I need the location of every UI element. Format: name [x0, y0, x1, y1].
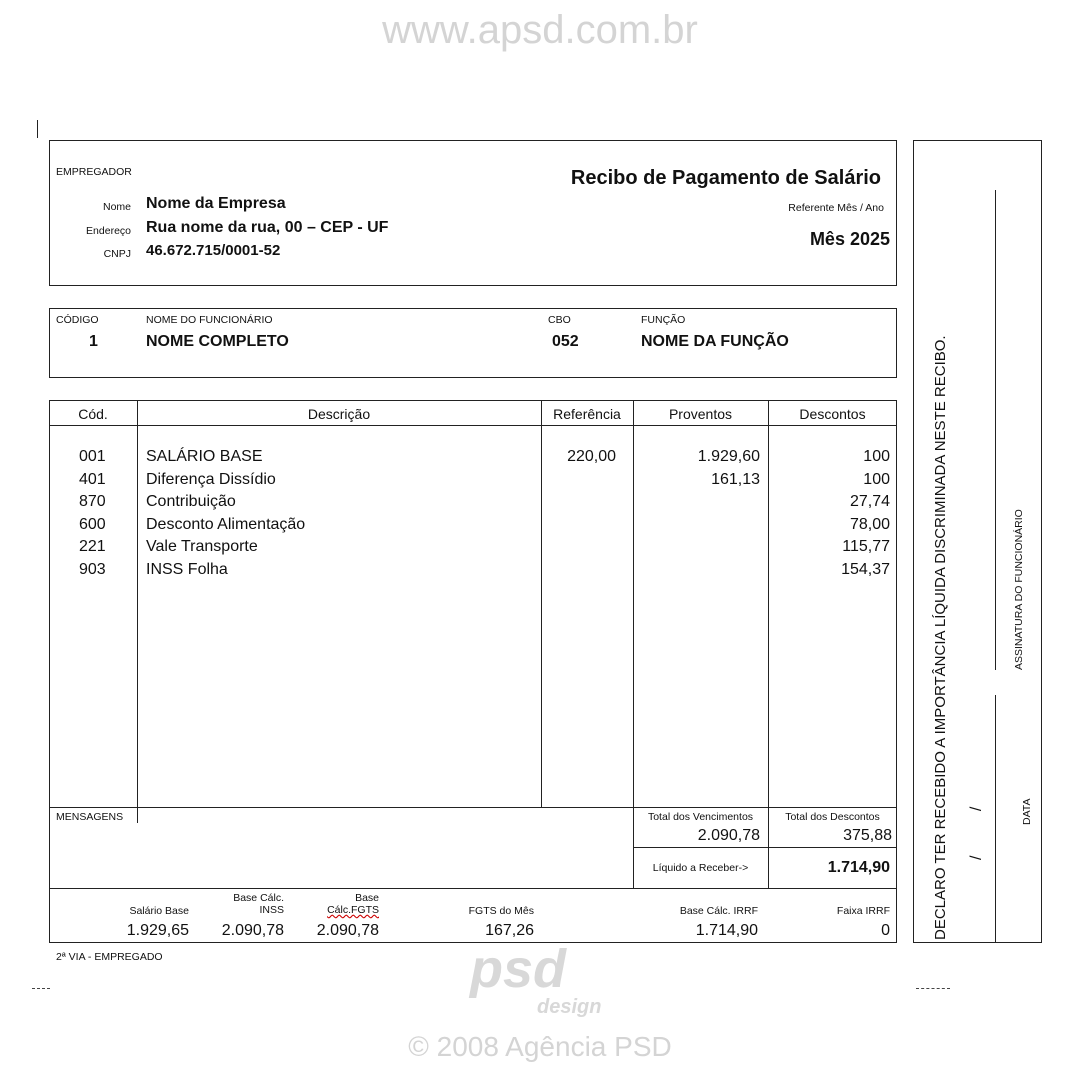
employer-label: EMPREGADOR [56, 166, 132, 178]
row-reference: 220,00 [567, 448, 616, 465]
declaration-text: DECLARO TER RECEBIDO A IMPORTÂNCIA LÍQUIDA DISCRIMINADA NESTE RECIBO. [932, 335, 949, 940]
date-line [995, 695, 996, 943]
address-label: Endereço [86, 225, 131, 237]
base-salary-value: 1.929,65 [126, 922, 189, 939]
reference-label: Referente Mês / Ano [788, 202, 884, 214]
reference-value: Mês 2025 [809, 229, 890, 249]
total-deductions-label: Total dos Descontos [785, 811, 880, 823]
row-deduction: 100 [863, 470, 890, 488]
col-header-earnings: Proventos [668, 406, 733, 422]
psd-logo-sub: design [537, 996, 602, 1018]
row-description: INSS Folha [146, 560, 228, 578]
total-deductions-value: 375,88 [843, 827, 892, 844]
code-label: CÓDIGO [56, 314, 99, 326]
total-earnings-value: 2.090,78 [697, 827, 760, 844]
row-code: 903 [79, 560, 106, 578]
row-deduction: 100 [863, 448, 890, 465]
company-name: Nome da Empresa [146, 195, 286, 212]
messages-label: MENSAGENS [56, 811, 124, 823]
row-description: Diferença Dissídio [146, 470, 276, 488]
row-code: 221 [79, 538, 106, 555]
col-header-reference: Referência [553, 406, 621, 422]
cbo-value: 052 [552, 333, 579, 350]
watermark-url: www.apsd.com.br [382, 8, 698, 52]
signature-label: ASSINATURA DO FUNCIONÁRIO [1013, 509, 1025, 670]
irrf-base-value: 1.714,90 [695, 922, 758, 939]
row-description: Vale Transporte [146, 538, 258, 555]
row-code: 870 [79, 493, 106, 510]
inss-label-line1: Base Cálc. [233, 892, 284, 904]
row-deduction: 115,77 [842, 538, 890, 555]
divider [49, 425, 897, 426]
cut-mark [37, 120, 38, 138]
row-description: Desconto Alimentação [146, 515, 306, 533]
divider [541, 400, 542, 807]
role-value: NOME DA FUNÇÃO [641, 333, 789, 350]
fgts-label-line2: Cálc.FGTS [327, 904, 379, 916]
name-label: Nome [102, 201, 131, 213]
date-label: DATA [1021, 798, 1033, 825]
fgts-base-value: 2.090,78 [316, 922, 379, 939]
date-slashes: / / [968, 806, 985, 860]
divider [633, 847, 897, 848]
divider [137, 400, 138, 823]
row-deduction: 27,74 [849, 493, 890, 510]
row-earnings: 1.929,60 [697, 448, 760, 465]
company-address: Rua nome da rua, 00 – CEP - UF [146, 219, 389, 236]
net-pay-value: 1.714,90 [827, 859, 890, 876]
row-deduction: 154,37 [841, 560, 890, 578]
fgts-month-value: 167,26 [485, 922, 534, 939]
divider [49, 807, 897, 808]
row-code: 600 [79, 515, 106, 533]
col-header-code: Cód. [78, 406, 108, 422]
inss-label-line2: INSS [259, 904, 284, 916]
copyright-watermark: © 2008 Agência PSD [408, 1031, 672, 1062]
employee-name: NOME COMPLETO [146, 333, 289, 350]
cbo-label: CBO [548, 314, 571, 326]
employee-name-label: NOME DO FUNCIONÁRIO [146, 314, 273, 326]
document-title: Recibo de Pagamento de Salário [570, 167, 881, 189]
cut-mark [32, 988, 50, 989]
row-code: 401 [79, 470, 106, 488]
copy-label: 2ª VIA - EMPREGADO [56, 951, 163, 963]
row-description: Contribuição [146, 493, 236, 510]
row-code: 001 [79, 448, 106, 465]
role-label: FUNÇÃO [641, 314, 686, 326]
fgts-month-label: FGTS do Mês [468, 905, 534, 917]
net-pay-label: Líquido a Receber-> [652, 862, 749, 874]
inss-base-value: 2.090,78 [221, 922, 284, 939]
col-header-description: Descrição [307, 406, 371, 422]
divider [49, 888, 897, 889]
total-earnings-label: Total dos Vencimentos [647, 811, 754, 823]
col-header-deductions: Descontos [799, 406, 866, 422]
irrf-base-label: Base Cálc. IRRF [679, 905, 758, 917]
irrf-bracket-label: Faixa IRRF [836, 905, 890, 917]
cut-mark [916, 988, 950, 989]
row-earnings: 161,13 [711, 470, 760, 488]
row-description: SALÁRIO BASE [146, 448, 263, 465]
irrf-bracket-value: 0 [881, 922, 890, 939]
employer-box [49, 140, 897, 286]
psd-logo: psd [470, 939, 567, 999]
inss-base-label [233, 892, 284, 916]
employee-code: 1 [89, 333, 98, 350]
cnpj-label: CNPJ [103, 248, 131, 260]
row-deduction: 78,00 [849, 515, 890, 533]
signature-line [995, 190, 996, 670]
base-salary-label: Salário Base [129, 905, 189, 917]
fgts-base-label [327, 892, 379, 916]
cnpj-value: 46.672.715/0001-52 [146, 242, 281, 259]
fgts-label-line1: Base [355, 892, 379, 904]
